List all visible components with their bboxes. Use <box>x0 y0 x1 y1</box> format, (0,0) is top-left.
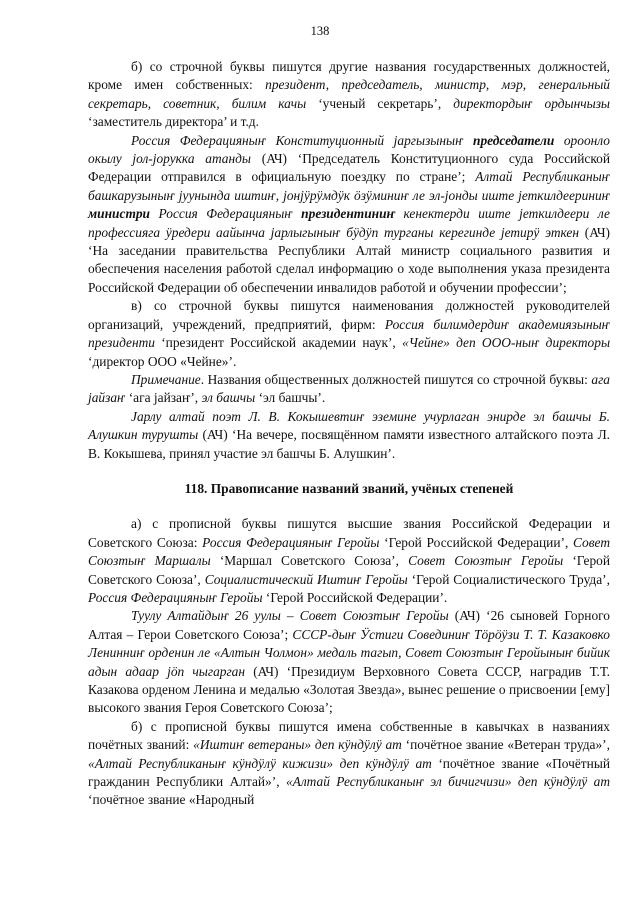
p3-run-2: ‘президент Российской академии наук’, <box>154 335 403 351</box>
p7-run-3: (АЧ) ‘Президиум Верховного Совета СССР, наградив Т.Т. Казакова орденом Ленина и медалью «Золотая Звезда», вынес решение о присвоении [ему] высокого звания Героя Советского Союза’; <box>88 663 610 716</box>
paragraph-honorary-titles <box>88 718 610 810</box>
p3-run-1: Россия билимдердиҥ академиязыныҥ президенти <box>88 316 610 351</box>
p5-run-1: (АЧ) ‘На вечере, посвящённом памяти известного алтайского поэта Л. В. Кокышева, принял участие эл башчы Б. Алушкин’. <box>88 427 610 461</box>
p2-run-6: Россия Федерацияныҥ <box>150 206 302 222</box>
p2-run-2: ороонло окылу јол-јорукка атанды <box>88 132 610 167</box>
p6-run-4: ‘Маршал Советского Союза’, <box>210 553 409 569</box>
paragraph-highest-titles <box>88 515 610 607</box>
p8-run-0: б) с прописной буквы пишутся имена собственные в кавычках в названиях почётных званий: <box>88 718 610 753</box>
p8-run-5: «Алтай Республиканыҥ эл бичигчизи» деп кӱндӱлӱ ат <box>285 774 610 790</box>
p6-run-5: Совет Союзтыҥ Геройы <box>408 553 564 569</box>
p6-run-7: Социалистический Иштиҥ Геройы <box>204 571 408 587</box>
p8-run-1: «Иштиҥ ветераны» деп кӱндӱлӱ ат <box>193 737 402 753</box>
p7-run-2: СССР-дыҥ Ӱстиги Совединиҥ Тӧрӧӱзи Т. Т. Казаковко Ленинниҥ орденин ле «Алтын Чолмон» медаль тагып, Совет Союзтыҥ Геройыныҥ бийик адын адаар јӧп чыгарган <box>88 626 610 679</box>
p2-run-4: Алтай Республиканыҥ башкарузыныҥ јуунында иштиҥ, јонјӱрӱмдӱк ӧзӱминиҥ ле эл‑јонды иште јеткилдеериниҥ <box>88 169 610 203</box>
p6-run-8: ‘Герой Социалистического Труда’, <box>407 571 610 587</box>
page-number: 138 <box>310 24 330 38</box>
p4-run-4: эл башчы <box>201 390 256 406</box>
p3-run-3: «Чейне» деп ООО-ныҥ директоры <box>402 335 611 351</box>
p2-run-8: кенектерди иште јеткилдеери ле профессияга ӱредери аайынча јарлыгыныҥ бӱдӱп турганы керегинде јетирӱ эткен <box>88 206 610 240</box>
p3-run-0: в) со строчной буквы пишутся наименования должностей руководителей организаций, учреждений, предприятий, фирм: <box>88 298 610 332</box>
p8-run-6: ‘почётное звание «Народный <box>88 792 255 808</box>
paragraph-note-public-titles <box>88 371 610 408</box>
p2-run-7: президентиниҥ <box>301 206 395 222</box>
page-body <box>88 58 610 810</box>
p1-run-3: директордыҥ ордынчызы <box>453 95 610 111</box>
p2-run-1: председатели <box>473 132 555 148</box>
p1-run-2: ‘ученый секретарь’, <box>306 95 454 111</box>
p8-run-4: ‘почётное звание «Почётный гражданин Республики Алтай»’, <box>88 755 610 790</box>
p7-run-0: Туулу Алтайдыҥ 26 уулы – Совет Союзтыҥ Геройы <box>131 608 449 624</box>
p1-run-0: б) со строчной буквы пишутся другие названия государственных должностей, кроме имен собственных: <box>88 59 610 93</box>
p2-run-0: Россия Федерацияныҥ Конституционный јаргызыныҥ <box>131 132 473 148</box>
p4-run-1: . Названия общественных должностей пишутся со строчной буквы: <box>200 371 592 387</box>
p2-run-3: (АЧ) ‘Председатель Конституционного суда Российской Федерации отправился в официальную поездку по стране’; <box>88 151 611 185</box>
p6-run-2: ‘Герой Российской Федерации’, <box>379 534 574 550</box>
paragraph-lowercase-organization-titles <box>88 297 610 371</box>
p6-run-6: ‘Герой Советского Союза’, <box>88 553 610 587</box>
p6-run-9: Россия Федерацияныҥ Геройы <box>88 589 263 605</box>
p6-run-1: Россия Федерацияныҥ Геройы <box>202 534 380 550</box>
p6-run-3: Совет Союзтыҥ Маршалы <box>88 534 610 569</box>
p8-run-2: ‘почётное звание «Ветеран труда»’, <box>401 737 610 753</box>
p1-run-1: президент, председатель, министр, мэр, генеральный секретарь, советник, билим качы <box>88 77 610 111</box>
p5-run-0: Јарлу алтай поэт Л. В. Кокышевтиҥ эземине учурлаган энирде эл башчы Б. Алушкин турушты <box>88 408 610 443</box>
p7-run-1: (АЧ) ‘26 сыновей Горного Алтая – Герои Советского Союза’; <box>88 608 610 642</box>
paragraph-example-heroes <box>88 607 610 717</box>
p8-run-3: «Алтай Республиканыҥ кӱндӱлӱ кижизи» деп кӱндӱлӱ ат <box>88 755 432 771</box>
p4-run-5: ‘эл башчы’. <box>255 390 326 406</box>
p2-run-9: (АЧ) ‘На заседании правительства Республики Алтай министр социального развития и обеспечения населения работой сделал информацию о ходе выполнения указа президента Российской Федерации об обеспечении инвалидов работой и обучении профессии’; <box>88 224 610 295</box>
p3-run-4: ‘директор ООО «Чейне»’. <box>88 353 237 369</box>
paragraph-example-el-bashchy <box>88 408 610 463</box>
p6-run-0: а) с прописной буквы пишутся высшие звания Российской Федерации и Советского Союза: <box>88 516 610 550</box>
paragraph-example-chairman-minister <box>88 132 610 298</box>
p2-run-5: министри <box>88 206 151 222</box>
section-heading: 118. Правописание названий званий, учёных степеней <box>184 480 514 496</box>
p1-run-4: ‘заместитель директора’ и т.д. <box>88 114 259 130</box>
p4-run-0: Примечание <box>131 371 201 387</box>
p6-run-10: ‘Герой Российской Федерации’. <box>262 589 448 605</box>
paragraph-lowercase-state-titles <box>88 58 610 132</box>
p4-run-2: ага јайзаҥ <box>88 371 610 406</box>
p4-run-3: ‘ага јайзаҥ’, <box>125 390 202 406</box>
